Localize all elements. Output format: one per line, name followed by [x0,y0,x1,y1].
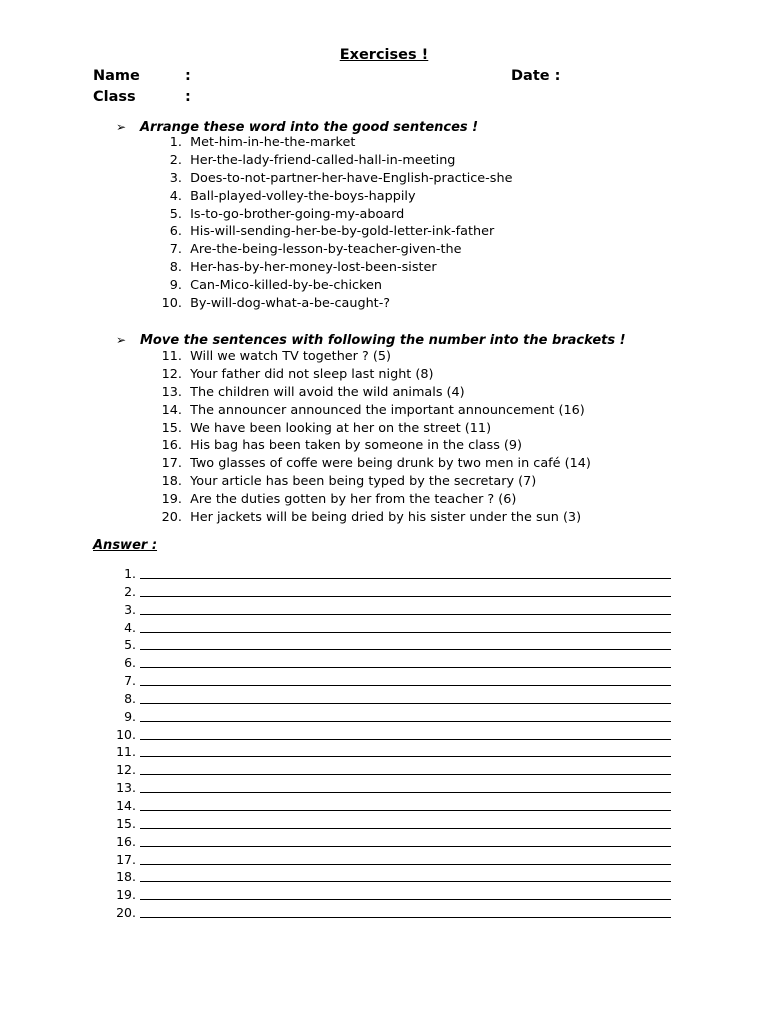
answer-row [108,833,678,851]
answer-blank-line[interactable] [140,828,671,829]
list-item [146,206,512,224]
answer-number: 9. [124,708,136,724]
answer-number: 16. [116,833,136,849]
answer-blank-line[interactable] [140,703,671,704]
section2-list [146,348,591,527]
item-text: Will we watch TV together ? (5) [190,349,391,364]
item-text: Are the duties gotten by her from the teacher ? (6) [190,492,517,508]
answer-row [108,904,678,922]
item-number: 18. [161,474,182,490]
list-item [146,420,591,438]
answer-row [108,654,678,672]
answer-number: 15. [116,815,136,831]
item-number: 4. [169,188,182,204]
answer-blank-line[interactable] [140,899,671,900]
name-colon: : [185,68,191,84]
arrow-bullet-icon: ➢ [116,120,127,134]
item-number: 17. [161,456,182,472]
answer-blank-line[interactable] [140,881,671,882]
item-text: We have been looking at her on the street (11) [190,420,492,436]
answer-row [108,601,678,619]
class-colon: : [185,89,191,105]
list-item [146,188,512,206]
answer-row [108,851,678,869]
section1-list [146,134,512,313]
answer-blank-line[interactable] [140,596,671,597]
answer-blank-line[interactable] [140,810,671,811]
answer-number: 2. [124,583,136,599]
list-item [146,223,512,241]
list-item [146,437,591,455]
item-text: Is-to-go-brother-going-my-aboard [190,206,405,222]
answer-number: 14. [116,797,136,813]
item-text: Ball-played-volley-the-boys-happily [190,188,416,204]
section2-heading-text: Move the sentences with following the number into the brackets ! [140,333,626,348]
item-text: Two glasses of coffe were being drunk by two men in café (14) [190,456,591,472]
list-item [146,491,591,509]
answer-number: 18. [116,869,136,885]
item-number: 13. [161,384,182,400]
answer-row [108,619,678,637]
answer-row [108,868,678,886]
item-text: Your article has been being typed by the secretary (7) [190,474,537,490]
list-item [146,259,512,277]
item-number: 12. [161,366,182,382]
answer-row [108,708,678,726]
list-item [146,295,512,313]
list-item [146,277,512,295]
arrow-bullet-icon: ➢ [116,333,127,347]
answer-row [108,636,678,654]
item-text: His-will-sending-her-be-by-gold-letter-ink-father [190,224,495,240]
answer-row [108,815,678,833]
item-text: Does-to-not-partner-her-have-English-practice-she [190,170,513,186]
item-text: Her jackets will be being dried by his sister under the sun (3) [190,510,582,526]
answer-blank-line[interactable] [140,846,671,847]
answer-blank-line[interactable] [140,667,671,668]
class-label: Class [93,89,136,105]
page-title: Exercises ! [339,47,429,63]
answer-number: 11. [116,744,136,760]
answer-blank-line[interactable] [140,632,671,633]
answer-number: 20. [116,905,136,921]
list-item [146,509,591,527]
name-label: Name [93,68,140,84]
answer-row [108,583,678,601]
item-number: 8. [169,260,182,276]
item-text: Can-Mico-killed-by-be-chicken [190,278,383,294]
answer-blank-line[interactable] [140,917,671,918]
item-text: The children will avoid the wild animals (4) [190,384,465,400]
answer-row [108,672,678,690]
item-number: 3. [169,170,182,186]
item-text: Your father did not sleep last night (8) [190,366,434,382]
answer-number: 13. [116,780,136,796]
item-text: Met-him-in-he-the-market [190,135,356,150]
answer-number: 1. [124,566,136,581]
list-item [146,348,591,366]
item-text: The announcer announced the important announcement (16) [190,402,585,418]
list-item [146,134,512,152]
list-item [146,170,512,188]
answer-heading: Answer : [93,538,158,553]
answer-blank-line[interactable] [140,614,671,615]
list-item [146,152,512,170]
item-text: By-will-dog-what-a-be-caught-? [190,296,391,312]
answer-lines [108,565,678,922]
answer-blank-line[interactable] [140,685,671,686]
item-number: 6. [169,224,182,240]
list-item [146,402,591,420]
item-number: 11. [161,349,182,364]
answer-blank-line[interactable] [140,578,671,579]
answer-row [108,565,678,583]
answer-blank-line[interactable] [140,649,671,650]
answer-blank-line[interactable] [140,774,671,775]
list-item [146,473,591,491]
answer-row [108,726,678,744]
answer-number: 5. [124,637,136,653]
answer-blank-line[interactable] [140,721,671,722]
date-label: Date : [511,68,561,84]
list-item [146,366,591,384]
item-number: 7. [169,242,182,258]
answer-blank-line[interactable] [140,739,671,740]
item-number: 19. [161,492,182,508]
item-text: Her-the-lady-friend-called-hall-in-meeting [190,152,456,168]
answer-blank-line[interactable] [140,864,671,865]
item-number: 16. [161,438,182,454]
answer-blank-line[interactable] [140,756,671,757]
item-number: 15. [161,420,182,436]
item-text: Are-the-being-lesson-by-teacher-given-the [190,242,462,258]
item-number: 5. [169,206,182,222]
answer-row [108,779,678,797]
item-text: Her-has-by-her-money-lost-been-sister [190,260,437,276]
item-number: 1. [169,135,182,150]
answer-number: 12. [116,762,136,778]
answer-row [108,886,678,904]
item-number: 9. [169,278,182,294]
answer-row [108,743,678,761]
answer-number: 10. [116,726,136,742]
answer-number: 3. [124,601,136,617]
list-item [146,241,512,259]
item-number: 20. [161,510,182,526]
item-number: 14. [161,402,182,418]
answer-number: 19. [116,887,136,903]
item-text: His bag has been taken by someone in the class (9) [190,438,523,454]
answer-blank-line[interactable] [140,792,671,793]
list-item [146,384,591,402]
answer-number: 7. [124,673,136,689]
answer-number: 8. [124,690,136,706]
answer-number: 4. [124,619,136,635]
answer-row [108,761,678,779]
list-item [146,455,591,473]
item-number: 10. [161,296,182,312]
item-number: 2. [169,152,182,168]
section1-heading-text: Arrange these word into the good sentences ! [140,120,479,135]
answer-row [108,797,678,815]
answer-number: 17. [116,851,136,867]
answer-number: 6. [124,655,136,671]
answer-row [108,690,678,708]
